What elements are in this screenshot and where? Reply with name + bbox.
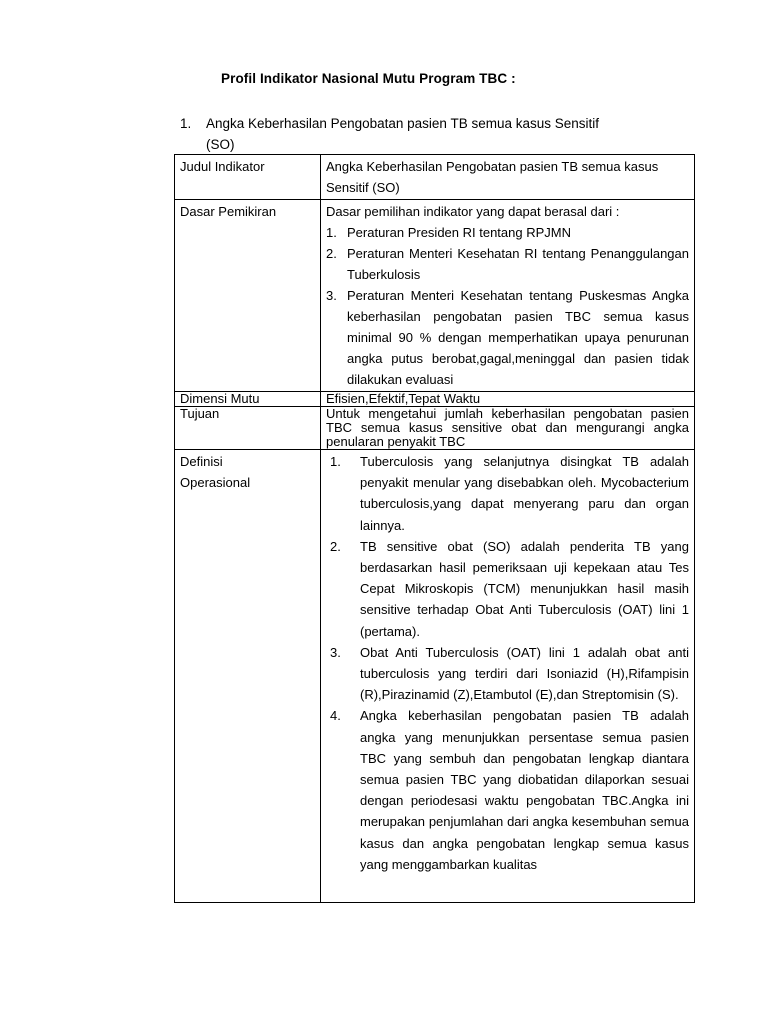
list-item-number: 2. <box>330 538 341 554</box>
section-title-line2: (SO) <box>206 137 235 152</box>
dimensi-label: Dimensi Mutu <box>175 392 321 407</box>
dasar-value <box>321 200 695 392</box>
row-tujuan <box>175 407 695 450</box>
list-item-text: Peraturan Menteri Kesehatan RI tentang Penanggulangan Tuberkulosis <box>347 246 689 282</box>
list-item-number: 3. <box>326 288 337 303</box>
definisi-list <box>326 451 689 875</box>
judul-label: Judul Indikator <box>175 155 321 200</box>
dasar-list <box>326 222 689 390</box>
list-item-text: Peraturan Menteri Kesehatan tentang Puskesmas Angka keberhasilan pengobatan pasien TBC semua kasus minimal 90 % dengan memperhatikan upaya penurunan angka putus berobat,gagal,meninggal dan pasien tidak dilakukan evaluasi <box>347 288 689 387</box>
section-number: 1. <box>180 116 192 131</box>
list-item-text: TB sensitive obat (SO) adalah penderita TB yang berdasarkan hasil pemeriksaan uji kepekaan atau Tes Cepat Mikroskopis (TCM) menunjukkan hasil masih sensitive terhadap Obat Anti Tuberculosis (OAT) lini 1 (pertama). <box>360 538 689 639</box>
list-item <box>326 642 689 706</box>
document-title: Profil Indikator Nasional Mutu Program TBC : <box>221 71 516 86</box>
definisi-label-line2: Operasional <box>180 475 251 490</box>
tujuan-value: Untuk mengetahui jumlah keberhasilan pengobatan pasien TBC semua kasus sensitive obat dan mengurangi angka penularan penyakit TBC <box>321 407 695 450</box>
section-title-line1: Angka Keberhasilan Pengobatan pasien TB semua kasus Sensitif <box>206 116 600 131</box>
definisi-label-line1: Definisi <box>180 454 223 469</box>
row-dimensi <box>175 392 695 407</box>
definisi-label <box>175 450 321 903</box>
list-item-text: Tuberculosis yang selanjutnya disingkat TB adalah penyakit menular yang disebabkan oleh. Mycobacterium tuberculosis,yang dapat menyerang paru dan organ lainnya. <box>360 454 689 533</box>
list-item-text: Obat Anti Tuberculosis (OAT) lini 1 adalah obat anti tuberculosis yang terdiri dari Isoniazid (H),Rifampisin (R),Pirazinamid (Z),Etambutol (E),dan Streptomisin (S). <box>360 644 689 703</box>
list-item <box>326 536 689 642</box>
definisi-value <box>321 450 695 903</box>
dasar-intro: Dasar pemilihan indikator yang dapat berasal dari : <box>326 204 620 219</box>
list-item-number: 2. <box>326 246 337 261</box>
list-item <box>326 285 689 390</box>
indicator-table <box>174 154 695 903</box>
list-item-number: 3. <box>330 644 341 660</box>
list-item <box>326 222 689 243</box>
list-item-number: 1. <box>330 454 341 469</box>
dasar-label: Dasar Pemikiran <box>175 200 321 392</box>
list-item <box>326 705 689 875</box>
list-item-text: Angka keberhasilan pengobatan pasien TB adalah angka yang menunjukkan persentase semua pasien TBC yang sembuh dan pengobatan lengkap diantara semua pasien TBC yang diobatidan dilaporkan sesuai dengan periodesasi waktu pengobatan TBC.Angka ini merupakan penjumlahan dari angka kesembuhan semua kasus dan angka pengobatan lengkap semua kasus yang menggambarkan kualitas <box>360 708 689 872</box>
list-item-text: Peraturan Presiden RI tentang RPJMN <box>347 225 571 240</box>
tujuan-label: Tujuan <box>175 407 321 450</box>
list-item-number: 4. <box>330 708 341 724</box>
judul-value: Angka Keberhasilan Pengobatan pasien TB semua kasus Sensitif (SO) <box>321 155 695 200</box>
row-definisi <box>175 450 695 903</box>
row-judul <box>175 155 695 200</box>
list-item-number: 1. <box>326 225 337 240</box>
dimensi-value: Efisien,Efektif,Tepat Waktu <box>321 392 695 407</box>
row-dasar <box>175 200 695 392</box>
section-heading <box>180 113 680 155</box>
list-item <box>326 243 689 285</box>
list-item <box>326 451 689 536</box>
